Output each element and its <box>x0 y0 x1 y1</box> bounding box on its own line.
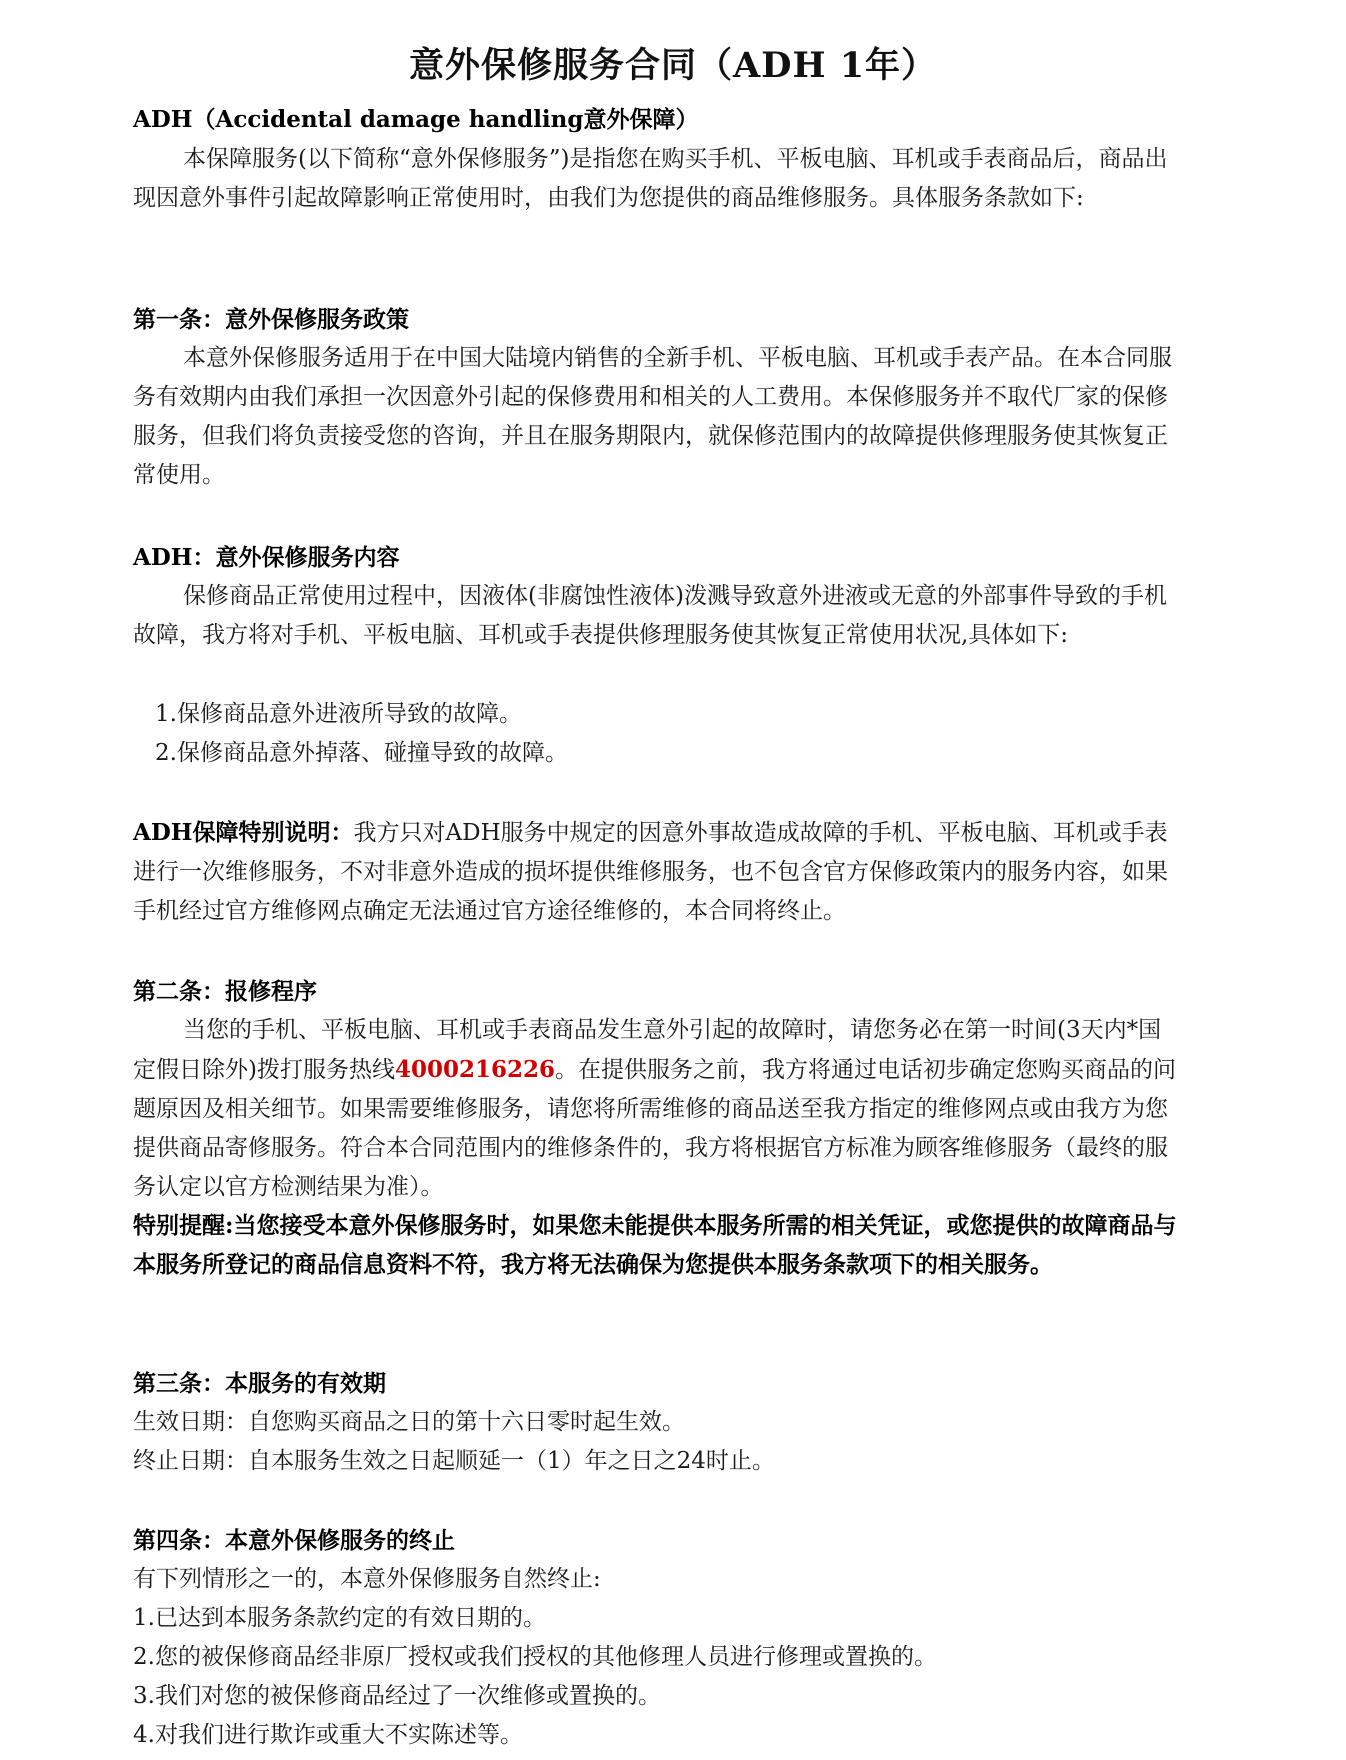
article3-heading: 第三条：本服务的有效期 <box>133 1370 386 1397</box>
document-title: 意外保修服务合同（ADH 1年） <box>408 45 938 86</box>
termination-list-item: 1.已达到本服务条款约定的有效日期的。 <box>133 1605 546 1631</box>
termination-list-item: 2.您的被保修商品经非原厂授权或我们授权的其他修理人员进行修理或置换的。 <box>133 1644 937 1670</box>
article2-heading: 第二条：报修程序 <box>133 978 317 1005</box>
article1-paragraph: 本意外保修服务适用于在中国大陆境内销售的全新手机、平板电脑、耳机或手表产品。在本合同服务有效期内由我们承担一次因意外引起的保修费用和相关的人工费用。本保修服务并不取代厂家的保修服务，但我们将负责接受您的咨询，并且在服务期限内，就保修范围内的故障提供修理服务使其恢复正常使用。 <box>133 345 1172 488</box>
content-list-item: 1.保修商品意外进液所导致的故障。 <box>155 701 522 727</box>
content-paragraph: 保修商品正常使用过程中，因液体(非腐蚀性液体)泼溅导致意外进液或无意的外部事件导致的手机故障，我方将对手机、平板电脑、耳机或手表提供修理服务使其恢复正常使用状况,具体如下: <box>133 583 1167 648</box>
termination-date-line: 终止日期：自本服务生效之日起顺延一（1）年之日之24时止。 <box>133 1448 775 1474</box>
termination-list-item: 4.对我们进行欺诈或重大不实陈述等。 <box>133 1722 523 1748</box>
termination-list-item: 3.我们对您的被保修商品经过了一次维修或置换的。 <box>133 1683 661 1709</box>
service-hotline-number: 4000216226 <box>394 1056 556 1083</box>
article4-lead: 有下列情形之一的，本意外保修服务自然终止: <box>133 1566 601 1592</box>
article2-paragraph <box>133 1011 1183 1207</box>
article2-text-after: 。在提供服务之前，我方将通过电话初步确定您购买商品的问题原因及相关细节。如果需要维修服务，请您将所需维修的商品送至我方指定的维修网点或由我方为您提供商品寄修服务。符合本合同范围内的维修条件的，我方将根据官方标准为顾客维修服务（最终的服务认定以官方检测结果为准）。 <box>133 1057 1177 1200</box>
effective-date-line: 生效日期：自您购买商品之日的第十六日零时起生效。 <box>133 1409 685 1435</box>
special-reminder: 特别提醒:当您接受本意外保修服务时，如果您未能提供本服务所需的相关凭证，或您提供的故障商品与本服务所登记的商品信息资料不符，我方将无法确保为您提供本服务条款项下的相关服务。 <box>133 1212 1177 1278</box>
content-list-item: 2.保修商品意外掉落、碰撞导致的故障。 <box>155 740 568 766</box>
intro-paragraph: 本保障服务(以下简称“意外保修服务”)是指您在购买手机、平板电脑、耳机或手表商品后，商品出现因意外事件引起故障影响正常使用时，由我们为您提供的商品维修服务。具体服务条款如下: <box>133 146 1168 211</box>
article1-heading: 第一条：意外保修服务政策 <box>133 306 409 333</box>
special-note-label: ADH保障特别说明： <box>133 819 354 846</box>
content-heading: ADH：意外保修服务内容 <box>133 544 400 571</box>
intro-heading: ADH（Accidental damage handling意外保障） <box>133 106 699 133</box>
article4-heading: 第四条：本意外保修服务的终止 <box>133 1527 455 1554</box>
special-note <box>133 813 1183 931</box>
special-note-body: 我方只对ADH服务中规定的因意外事故造成故障的手机、平板电脑、耳机或手表进行一次维修服务，不对非意外造成的损坏提供维修服务，也不包含官方保修政策内的服务内容，如果手机经过官方维修网点确定无法通过官方途径维修的，本合同将终止。 <box>133 820 1168 924</box>
article2-text-before: 当您的手机、平板电脑、耳机或手表商品发生意外引起的故障时，请您务必在第一时间(3天内*国定假日除外)拨打服务热线 <box>133 1017 1162 1083</box>
